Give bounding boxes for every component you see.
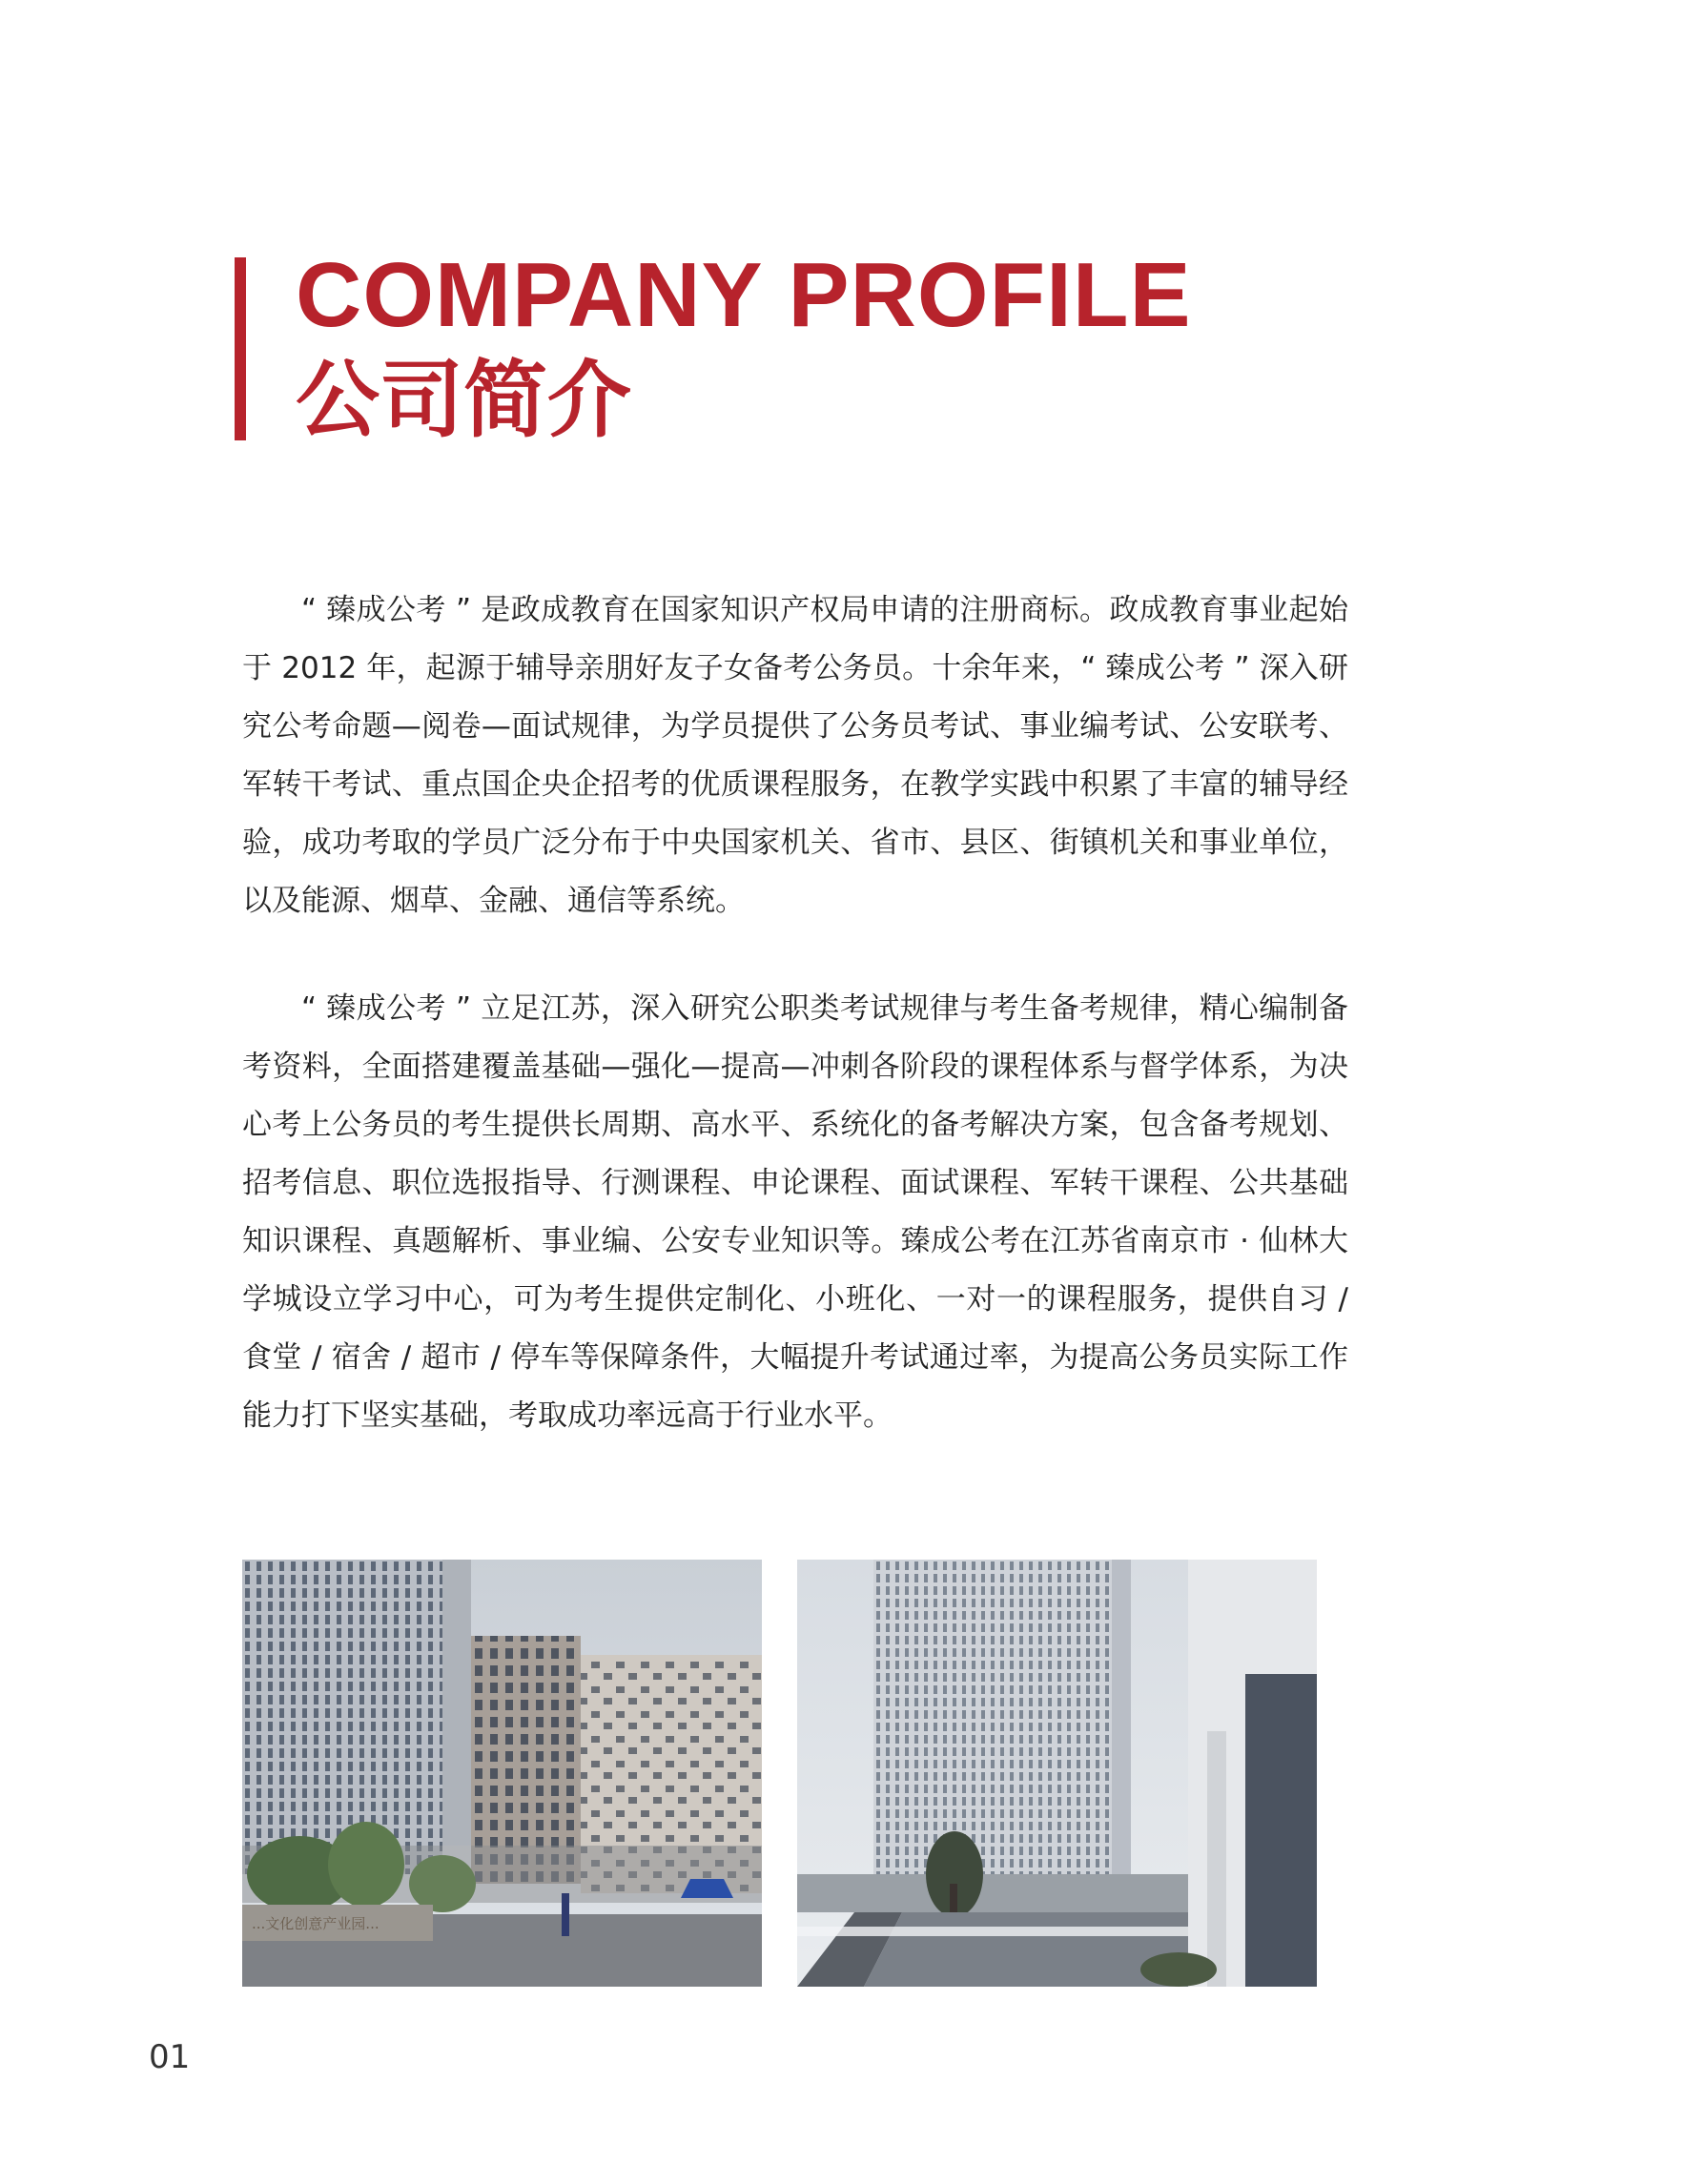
- intro-paragraph-1: “ 臻成公考 ” 是政成教育在国家知识产权局申请的注册商标。政成教育事业起始于 2012 年，起源于辅导亲朋好友子女备考公务员。十余年来，“ 臻成公考 ” 深入研究公考命题—阅卷—面试规律，为学员提供了公务员考试、事业编考试、公安联考、军转干考试、重点国企央企招考的优质课程服务，在教学实践中积累了丰富的辅导经验，成功考取的学员广泛分布于中央国家机关、省市、县区、街镇机关和事业单位，以及能源、烟草、金融、通信等系统。: [242, 593, 1348, 918]
- page-title-chinese: 公司简介: [296, 351, 632, 449]
- campus-sign-text: ...文化创意产业园...: [252, 1915, 380, 1932]
- campus-buildings-photo: [242, 1560, 762, 1987]
- page-number: 01: [149, 2038, 191, 2076]
- title-accent-bar: [235, 257, 246, 440]
- page-title-english: COMPANY PROFILE: [296, 244, 1192, 346]
- intro-paragraph-2: “ 臻成公考 ” 立足江苏，深入研究公职类考试规律与考生备考规律，精心编制备考资料，全面搭建覆盖基础—强化—提高—冲刺各阶段的课程体系与督学体系，为决心考上公务员的考生提供长周期、高水平、系统化的备考解决方案，包含备考规划、招考信息、职位选报指导、行测课程、申论课程、面试课程、军转干课程、公共基础知识课程、真题解析、事业编、公安专业知识等。臻成公考在江苏省南京市 · 仙林大学城设立学习中心，可为考生提供定制化、小班化、一对一的课程服务，提供自习 / 食堂 / 宿舍 / 超市 / 停车等保障条件，大幅提升考试通过率，为提高公务员实际工作能力打下坚实基础，考取成功率远高于行业水平。: [242, 991, 1348, 1433]
- tower-building-photo: [797, 1560, 1317, 1987]
